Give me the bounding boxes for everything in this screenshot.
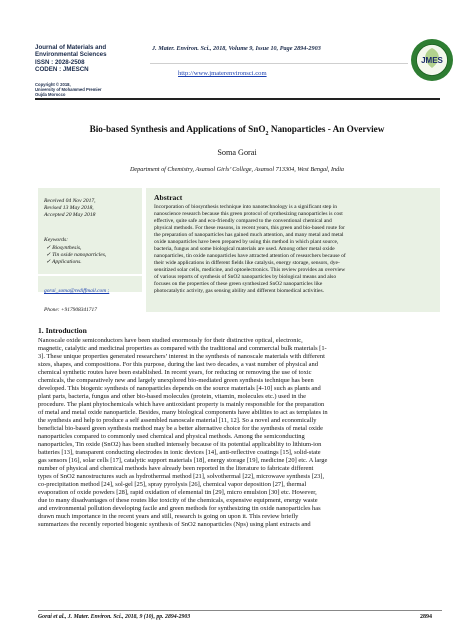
copyright-line: University of Mohammed Premier [35, 87, 102, 92]
body-line: summarizes the recently reported biogenic synthesis of SnO2 nanoparticles (Nps) using plant extracts and [38, 521, 311, 529]
logo-text: JMES [421, 56, 443, 65]
body-line: number of physical and chemical methods have already been reported in the literature to fabricate different [38, 465, 314, 473]
abstract-line: nanoparticles, tin oxide nanoparticles have attracted attention of researchers because of [154, 253, 346, 259]
checkmark-icon: ✓ [46, 245, 53, 251]
body-line: nanoparticles, Tin oxide (SnO2) has been studied intensely because of its potential applicability to lithium-ion [38, 441, 322, 449]
keyword-text: Tin oxide nanoparticles, [52, 252, 107, 259]
abstract-body [154, 204, 436, 295]
journal-name-line: Environmental Sciences [35, 51, 107, 59]
author-affiliation: Department of Chemistry, Asansol Girls’ College, Asansol 713304, West Bengal, India [129, 166, 345, 173]
page-number: 2894 [420, 614, 432, 620]
abstract-line: the preparation of nanoparticles has gained much attention, and many metal and metal [154, 232, 344, 238]
abstract-line: nanoscience research because this green protocol of synthesizing nanoparticles is cost [154, 211, 343, 217]
title-subscript: 2 [265, 130, 269, 137]
revised-date: Revised 13 May 2018, [44, 205, 94, 212]
keyword-text: Biosynthesis, [52, 245, 82, 251]
journal-coden: CODEN : JMESCN [35, 66, 89, 74]
section-heading: 1. Introduction [38, 326, 87, 335]
accepted-date: Accepted 20 May 2018 [44, 212, 96, 219]
introduction-body [38, 337, 442, 529]
keyword-text: Applications. [51, 259, 82, 266]
body-line: batteries [13], transparent conducting electrodes in ionic devices [14], anti-reflective coatings [15], solid-state [38, 449, 321, 457]
checkmark-icon: ✓ [46, 259, 52, 266]
abstract-line: oxide nanoparticles have been prepared by using this method in which plant source, [154, 239, 339, 245]
body-line: evaporation of oxide powders [28], rapid oxidation of elemental tin [29], micro emulsion [30] etc. However, [38, 489, 317, 497]
header-rule [35, 98, 440, 100]
keywords-label: Keywords: [44, 237, 69, 243]
journal-issn: ISSN : 2028-2508 [35, 58, 85, 66]
body-line: chemical synthetic routes have been established. In recent years, for reducing or removing the use of toxic [38, 369, 312, 377]
body-line: beneficial bio-based green synthesis method may be a better alternative choice for the synthesis of metal oxide [38, 425, 323, 433]
journal-citation: J. Mater. Environ. Sci., 2018, Volume 9, Issue 10, Page 2894-2903 [152, 45, 321, 52]
paper-title [0, 124, 474, 137]
abstract-heading: Abstract [154, 193, 183, 202]
footer-citation: Gorai et al., J. Mater. Environ. Sci., 2018, 9 (10), pp. 2894-2903 [38, 614, 191, 620]
body-line: procedure. The plant phytochemicals which have antioxidant property is mainly responsible for the preparation [38, 401, 325, 409]
body-line: of metal and metal oxide nanoparticle. Besides, many biological components have abilities to act as templates in [38, 409, 328, 417]
body-line: due to many disadvantages of these routes like toxicity of the chemicals, expensive equipment, energy waste [38, 497, 318, 505]
journal-name-line: Journal of Materials and [35, 44, 107, 51]
keywords-list [46, 245, 106, 267]
copyright-notice [35, 82, 145, 97]
body-line: chemicals, the comparatively new and largely unexplored bio-mediated green synthesis technique has been [38, 377, 314, 385]
author-email-link[interactable]: gorai_soma@rediffmail.com ; [44, 288, 110, 294]
body-line: types of SnO2 nanostructures such as hydrothermal method [21], solvothermal [22], microwave synthesis [23], [38, 473, 325, 481]
title-text: Bio-based Synthesis and Applications of SnO [89, 124, 266, 134]
article-dates [44, 198, 142, 220]
body-line: developed. This biogenic synthesis of nanoparticles depends on the source materials [4-10] such as plants and [38, 385, 321, 393]
body-line: plant parts, bacteria, fungus and other bio-based molecules (protein, vitamin, molecules etc.) used in the [38, 393, 306, 401]
abstract-line: Incorporation of biosynthesis technique into nanotechnology is a significant step in [154, 204, 337, 210]
author-name: Soma Gorai [217, 148, 257, 157]
body-line: sizes, shapes, and compositions. For this purpose, during the last two decades, a vast number of physical and [38, 361, 318, 369]
body-line: and environmental pollution developing facile and green methods for synthesizing tin oxide nanoparticles has [38, 505, 321, 513]
abstract-line: effective, quite safe and eco-friendly compared to the conventional chemical and [154, 218, 332, 224]
abstract-line: of various reports of synthesis of SnO2 nanoparticles by biological means and also [154, 274, 337, 280]
copyright-line: Oujda Morocco [35, 92, 66, 97]
body-line: nanoparticles compared to commonly used chemical and physical methods. Among the semiconducting [38, 433, 305, 441]
body-line: gas sensors [16], solar cells [17], catalytic support materials [18], energy storage [19], medicine [20] etc. A large [38, 457, 328, 465]
body-line: drawn much importance in the recent years and still, research is going on upon it. This review briefly [38, 513, 299, 521]
copyright-line: Copyright © 2018, [35, 82, 71, 87]
body-line: Nanoscale oxide semiconductors have been studied enormously for their distinctive optical, electronic, [38, 337, 303, 344]
abstract-line: their wide applications in different fields like catalysis, energy storage, sensors, dye- [154, 260, 340, 266]
author-phone: Phone: +917908341717 [44, 307, 97, 313]
journal-url-link[interactable]: http://www.jmaterenvironsci.com [178, 70, 267, 77]
journal-logo [410, 38, 454, 82]
abstract-line: photocatalytic activity, gas sensing ability and different biomedical activities. [154, 288, 324, 294]
body-line: the synthesis and help to produce a self assembled nanoscale material [11, 12]. So a novel and economically [38, 417, 317, 425]
body-line: co-precipitation method [24], sol-gel [25], spray pyrolysis [26], chemical vapor deposition [27], thermal [38, 481, 307, 489]
abstract-line: focuses on the properties of these green synthesized SnO2 nanoparticles like [154, 281, 323, 287]
footer-rule [38, 610, 442, 611]
keyword-item [46, 259, 106, 266]
journal-name [35, 44, 145, 74]
keyword-item [46, 245, 106, 252]
body-line: magnetic, catalytic and medicinal properties as compared with the traditional and commercial bulk materials [1- [38, 345, 327, 353]
abstract-line: physical methods. For these reasons, in recent years, this green and bio-based route for [154, 225, 345, 231]
title-text: Nanoparticles - An Overview [268, 124, 385, 134]
abstract-line: bacteria, fungus and some biological materials are used. Among other metal oxide [154, 246, 335, 252]
abstract-line: sensitized solar cells, medicine, and optoelectronics. This review provides an overview [154, 267, 346, 273]
received-date: Received 04 Nov 2017, [44, 198, 96, 204]
checkmark-icon: ✓ [46, 252, 53, 259]
keyword-item [46, 252, 106, 259]
body-line: 3]. These unique properties generated researchers’ interest in the synthesis of nanoscale materials with different [38, 353, 325, 361]
header-thin-rule [150, 63, 408, 64]
